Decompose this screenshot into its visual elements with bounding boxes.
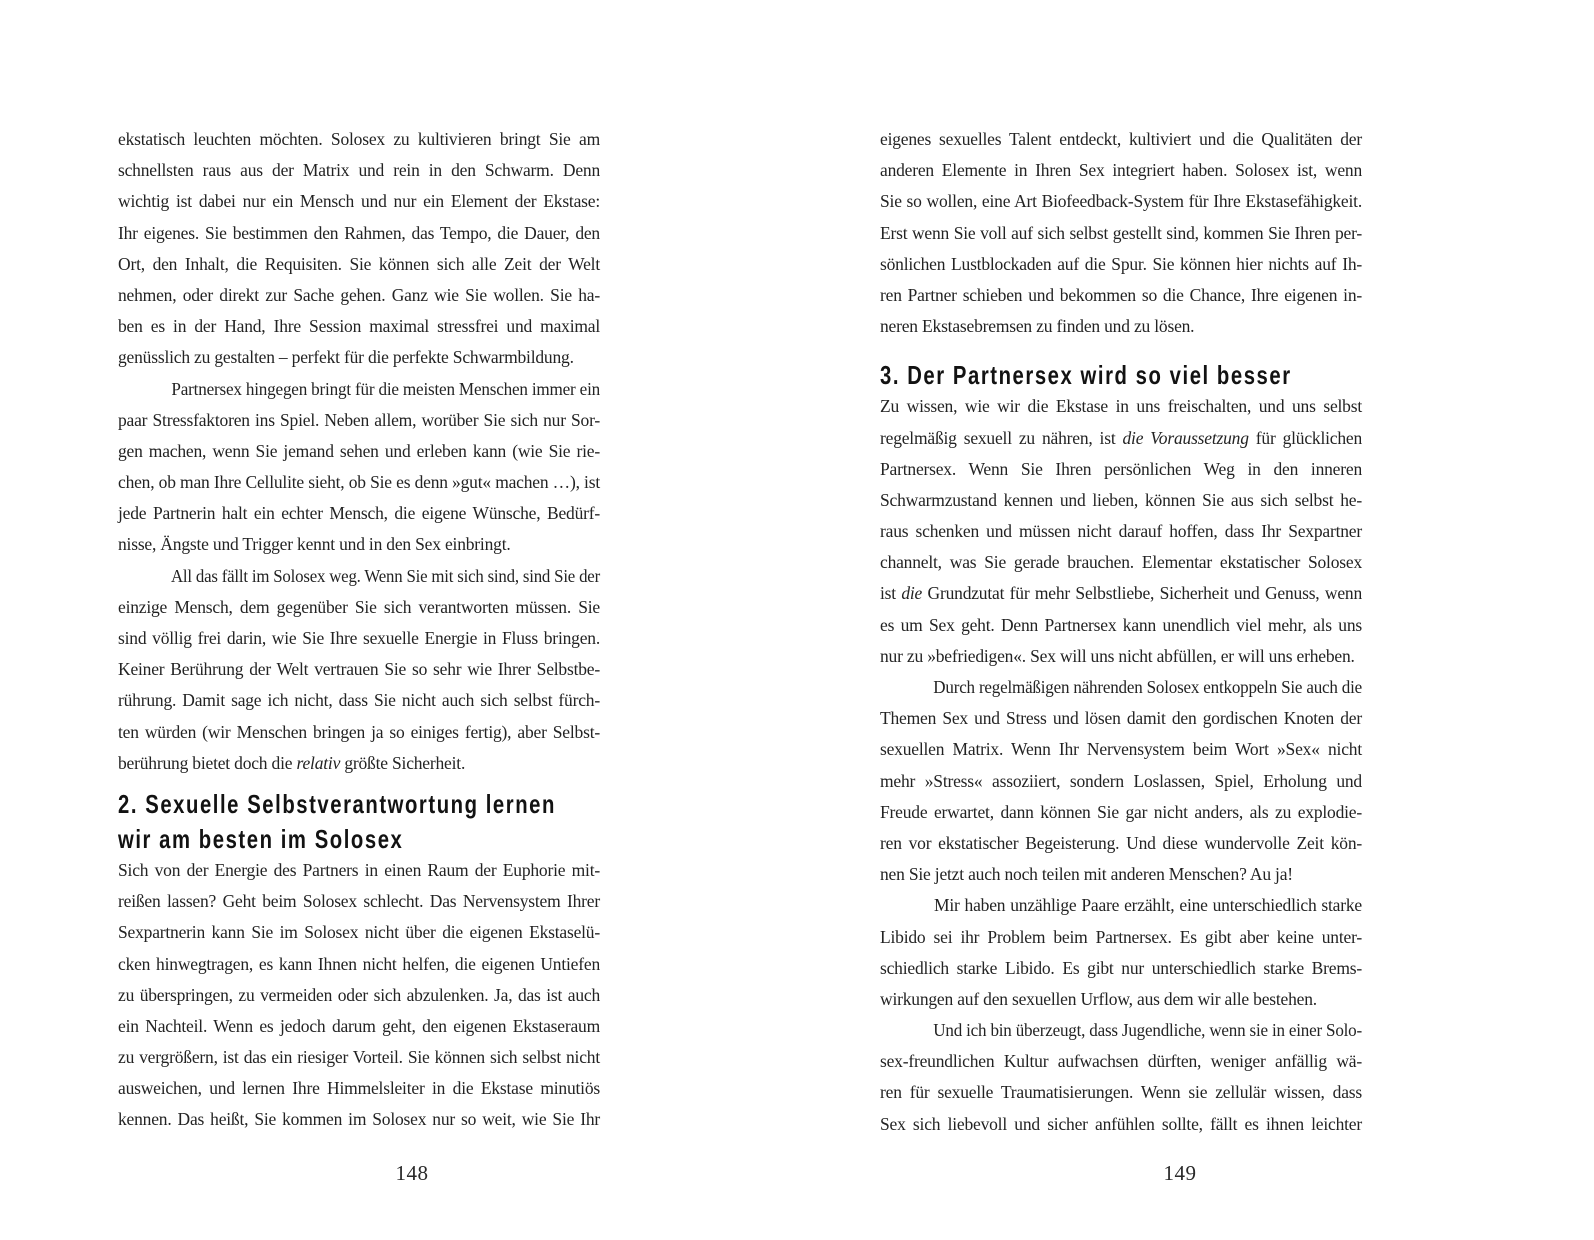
text-line: mehr »Stress« assoziiert, sondern Loslassen, Spiel, Erholung und [880, 770, 1362, 791]
text-line: neren Ekstasebremsen zu finden und zu lösen. [880, 316, 1195, 337]
text-line: sind völlig frei darin, wie Sie Ihre sexuelle Energie in Fluss bringen. [118, 628, 600, 648]
scan-mark [1562, 109, 1577, 115]
scan-mark [18, 645, 33, 651]
scan-mark [18, 209, 33, 215]
text-line: ben es in der Hand, Ihre Session maximal stressfrei und maximal [118, 316, 600, 337]
page-right-text [880, 124, 1362, 1140]
scan-mark [1562, 1013, 1577, 1019]
scan-mark [18, 343, 33, 349]
scan-mark [1562, 209, 1577, 215]
scan-mark [1562, 846, 1577, 852]
scan-mark [1562, 678, 1577, 684]
scan-mark [18, 544, 33, 550]
scan-mark [18, 142, 33, 148]
scan-mark [18, 913, 33, 919]
text-line: chen, ob man Ihre Cellulite sieht, ob Sie es denn »gut« machen …), ist [118, 472, 600, 493]
text-line: wichtig ist dabei nur ein Mensch und nur ein Element der Ekstase: [118, 191, 600, 212]
text-line: genüsslich zu gestalten – perfekt für die perfekte Schwarmbildung. [118, 347, 574, 368]
text-line: ist die Grundzutat für mehr Selbstliebe, Sicherheit und Genuss, wenn [880, 583, 1362, 604]
text-line: wirkungen auf den sexuellen Urflow, aus dem wir alle bestehen. [880, 988, 1317, 1009]
text-line: Keiner Berührung der Welt vertrauen Sie so sehr wie Ihrer Selbstbe- [118, 659, 600, 680]
scan-mark [1562, 42, 1577, 48]
scan-mark [18, 712, 33, 718]
scan-mark [18, 511, 33, 517]
scan-mark [1562, 645, 1577, 651]
text-line: Partnersex. Wenn Sie Ihren persönlichen Weg in den inneren [880, 458, 1362, 479]
text-line: nur zu »befriedigen«. Sex will uns nicht abfüllen, er will uns erheben. [880, 645, 1355, 666]
scan-mark [18, 678, 33, 684]
text-line: Freude erwartet, dann können Sie gar nicht anders, als zu explodie- [880, 801, 1362, 822]
text-line: Sex sich liebevoll und sicher anfühlen sollte, fällt es ihnen leichter [880, 1113, 1362, 1134]
page-number-left: 148 [395, 1161, 429, 1185]
scan-mark [1562, 511, 1577, 517]
text-line: anderen Elemente in Ihren Sex integriert haben. Solosex ist, wenn [880, 160, 1362, 181]
text-line: Themen Sex und Stress und lösen damit den gordischen Knoten der [880, 708, 1362, 729]
text-line: sexuellen Matrix. Wenn Ihr Nervensystem beim Wort »Sex« nicht [880, 739, 1362, 760]
text-line: ten würden (wir Menschen bringen ja so einiges fertig), aber Selbst- [118, 721, 600, 742]
scan-mark [1562, 578, 1577, 584]
scan-mark [18, 846, 33, 852]
text-line: nen Sie jetzt auch noch teilen mit anderen Menschen? Au ja! [880, 864, 1293, 885]
text-line: eigenes sexuelles Talent entdeckt, kultiviert und die Qualitäten der [880, 129, 1362, 149]
text-line: es um Sex geht. Denn Partnersex kann unendlich viel mehr, als uns [880, 614, 1362, 635]
scan-mark [18, 980, 33, 986]
scan-mark [1562, 276, 1577, 282]
text-line: Schwarmzustand kennen und lieben, können Sie aus sich selbst he- [880, 489, 1362, 510]
text-line: Ort, den Inhalt, die Requisiten. Sie können sich alle Zeit der Welt [118, 253, 600, 274]
text-line: All das fällt im Solosex weg. Wenn Sie mit sich sind, sind Sie der [170, 565, 600, 586]
scan-mark [18, 243, 33, 249]
text-line: ekstatisch leuchten möchten. Solosex zu kultivieren bringt Sie am [118, 129, 600, 149]
text-line: gen machen, wenn Sie jemand sehen und erleben kann (wie Sie rie- [118, 440, 600, 461]
scan-mark [1562, 410, 1577, 416]
scan-mark [1562, 913, 1577, 919]
text-line: Libido sei ihr Problem beim Partnersex. Es gibt aber keine unter- [880, 926, 1362, 947]
section-heading [880, 358, 1292, 393]
scan-mark [1562, 712, 1577, 718]
scan-mark [1562, 745, 1577, 751]
scan-mark [1562, 243, 1577, 249]
scan-mark [1562, 980, 1577, 986]
text-line: ren vor ekstatischer Begeisterung. Und diese wundervolle Zeit kön- [880, 832, 1362, 853]
scan-mark [18, 310, 33, 316]
scan-mark [18, 477, 33, 483]
scan-mark [18, 745, 33, 751]
text-line: schiedlich starke Libido. Es gibt nur unterschiedlich starke Brems- [880, 957, 1362, 978]
text-line: rührung. Damit sage ich nicht, dass Sie nicht auch sich selbst fürch- [118, 690, 600, 711]
scan-mark [1562, 946, 1577, 952]
scan-mark [1562, 879, 1577, 885]
scan-mark [1562, 310, 1577, 316]
heading-line: wir am besten im Solosex [118, 823, 404, 854]
scan-mark [18, 444, 33, 450]
scan-mark [1562, 377, 1577, 383]
text-line: raus schenken und müssen nicht darauf hoffen, dass Ihr Sexpartner [880, 521, 1362, 542]
scan-mark [18, 176, 33, 182]
text-line: Sie so wollen, eine Art Biofeedback-System für Ihre Ekstasefähigkeit. [880, 191, 1362, 212]
text-line: cken hinwegtragen, es kann Ihnen nicht helfen, die eigenen Untiefen [118, 953, 600, 974]
text-line: Sexpartnerin kann Sie im Solosex nicht über die eigenen Ekstaselü- [118, 922, 600, 943]
page-left-text [118, 124, 600, 1136]
scan-mark [18, 946, 33, 952]
section-heading [118, 787, 556, 857]
text-line: ausweichen, und lernen Ihre Himmelsleiter in die Ekstase minutiös [118, 1078, 600, 1099]
scan-mark [18, 779, 33, 785]
heading-line: 3. Der Partnersex wird so viel besser [880, 360, 1292, 391]
text-line: ein Nachteil. Wenn es jedoch darum geht, den eigenen Ekstaseraum [118, 1015, 600, 1036]
scan-mark [18, 410, 33, 416]
text-line: regelmäßig sexuell zu nähren, ist die Voraussetzung für glücklichen [880, 427, 1363, 448]
scan-mark [1562, 142, 1577, 148]
scan-mark [1562, 779, 1577, 785]
scan-mark [1562, 176, 1577, 182]
scan-mark [1562, 611, 1577, 617]
text-line: ren für sexuelle Traumatisierungen. Wenn sie zellulär wissen, dass [880, 1082, 1362, 1103]
scan-mark [1562, 8, 1577, 14]
scan-mark [18, 879, 33, 885]
text-line: channelt, was Sie gerade brauchen. Elementar ekstatischer Solosex [880, 552, 1362, 573]
text-line: reißen lassen? Geht beim Solosex schlecht. Das Nervensystem Ihrer [118, 891, 600, 912]
text-line: kennen. Das heißt, Sie kommen im Solosex nur so weit, wie Sie Ihr [118, 1109, 600, 1130]
text-line: Ihr eigenes. Sie bestimmen den Rahmen, das Tempo, die Dauer, den [118, 222, 600, 243]
text-line: Erst wenn Sie voll auf sich selbst gestellt sind, kommen Sie Ihren per- [880, 222, 1362, 243]
scan-mark [18, 8, 33, 14]
scan-mark [1562, 544, 1577, 550]
text-line: zu überspringen, zu vermeiden oder sich abzulenken. Ja, das ist auch [118, 984, 600, 1005]
text-line: schnellsten raus aus der Matrix und rein in den Schwarm. Denn [118, 160, 600, 181]
scan-mark [18, 42, 33, 48]
text-line: berührung bietet doch die relativ größte Sicherheit. [118, 752, 466, 773]
text-line: jede Partnerin halt ein echter Mensch, die eigene Wünsche, Bedürf- [118, 503, 600, 524]
scan-mark [18, 377, 33, 383]
text-line: paar Stressfaktoren ins Spiel. Neben allem, worüber Sie sich nur Sor- [118, 409, 600, 430]
scan-mark [18, 578, 33, 584]
text-line: Mir haben unzählige Paare erzählt, eine unterschiedlich starke [934, 895, 1362, 916]
text-line: zu vergrößern, ist das ein riesiger Vorteil. Sie können sich selbst nicht [118, 1047, 600, 1068]
scan-mark [18, 75, 33, 81]
scan-mark [18, 109, 33, 115]
page-number-right: 149 [1163, 1161, 1197, 1185]
text-line: sex-freundlichen Kultur aufwachsen dürften, weniger anfällig wä- [880, 1051, 1362, 1072]
text-line: sönlichen Lustblockaden auf die Spur. Sie können hier nichts auf Ih- [880, 253, 1362, 274]
scan-mark [18, 276, 33, 282]
text-line: Sich von der Energie des Partners in einen Raum der Euphorie mit- [118, 859, 600, 880]
scan-mark [1562, 343, 1577, 349]
scan-mark [1562, 812, 1577, 818]
scan-mark [1562, 444, 1577, 450]
scan-mark [1562, 477, 1577, 483]
scan-mark [18, 1013, 33, 1019]
text-line: Partnersex hingegen bringt für die meisten Menschen immer ein [171, 378, 601, 399]
text-line: einzige Mensch, dem gegenüber Sie sich verantworten müssen. Sie [118, 596, 600, 617]
text-line: Durch regelmäßigen nährenden Solosex entkoppeln Sie auch die [933, 677, 1362, 697]
text-line: ren Partner schieben und bekommen so die Chance, Ihre eigenen in- [880, 284, 1362, 305]
text-line: Und ich bin überzeugt, dass Jugendliche, wenn sie in einer Solo- [933, 1020, 1362, 1041]
text-line: nisse, Ängste und Trigger kennt und in den Sex einbringt. [118, 534, 511, 555]
text-line: Zu wissen, wie wir die Ekstase in uns freischalten, und uns selbst [880, 396, 1362, 417]
scan-mark [1562, 75, 1577, 81]
scan-mark [18, 812, 33, 818]
scan-mark [18, 611, 33, 617]
heading-line: 2. Sexuelle Selbstverantwortung lernen [118, 788, 556, 819]
text-line: nehmen, oder direkt zur Sache gehen. Ganz wie Sie wollen. Sie ha- [118, 284, 600, 305]
